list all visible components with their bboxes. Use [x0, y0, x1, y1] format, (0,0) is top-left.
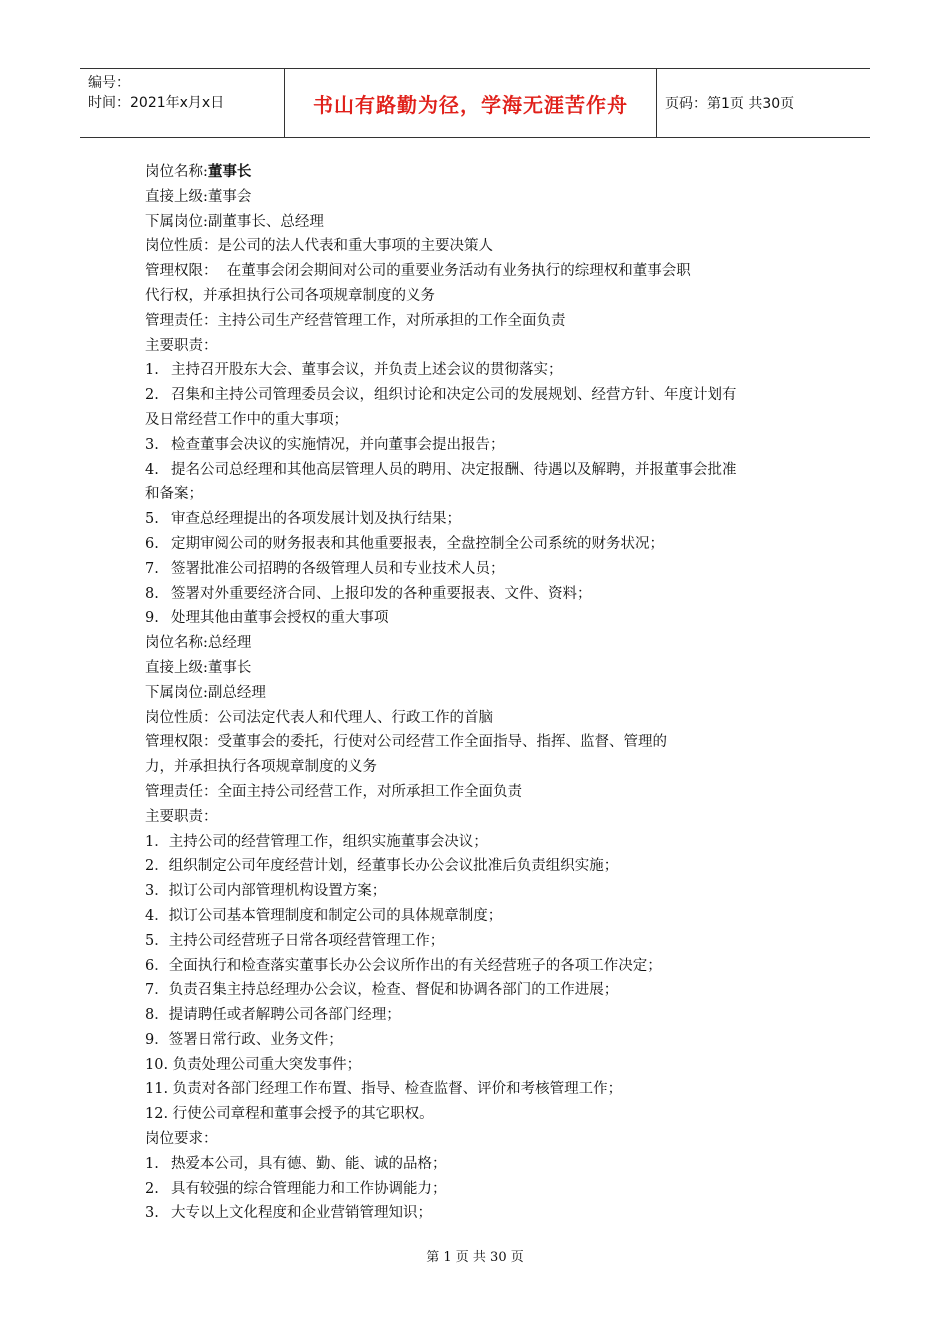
list-item: 3. 检查董事会决议的实施情况，并向董事会提出报告； [145, 436, 505, 453]
duties-label: 主要职责： [145, 337, 218, 354]
requirements-label: 岗位要求： [145, 1131, 218, 1148]
duties-label-2: 主要职责： [145, 808, 218, 825]
authority-line-2: 管理权限：受董事会的委托，行使对公司经营工作全面指导、指挥、监督、管理的 [145, 734, 667, 751]
responsibility-line: 管理责任：主持公司生产经营管理工作，对所承担的工作全面负责 [145, 312, 566, 329]
list-item: 2. 具有较强的综合管理能力和工作协调能力； [145, 1180, 447, 1197]
list-item: 3．拟订公司内部管理机构设置方案； [145, 883, 387, 900]
superior-line-2: 直接上级:董事长 [145, 659, 252, 676]
number-label: 编号： [88, 75, 130, 91]
list-item: 1. 热爱本公司，具有德、勤、能、诚的品格； [145, 1155, 447, 1172]
superior-line: 直接上级:董事会 [145, 188, 252, 205]
authority-line-2-cont: 力，并承担执行各项规章制度的义务 [145, 759, 377, 776]
list-item: 7．负责召集主持总经理办公会议，检查、督促和协调各部门的工作进展； [145, 982, 619, 999]
position-name-line-2: 岗位名称:总经理 [145, 635, 252, 652]
list-item: 9．签署日常行政、业务文件； [145, 1031, 343, 1048]
authority-line: 管理权限： 在董事会闭会期间对公司的重要业务活动有业务执行的综理权和董事会职 [145, 263, 691, 280]
list-item: 2．组织制定公司年度经营计划，经董事长办公会议批准后负责组织实施； [145, 858, 619, 875]
list-item: 12. 行使公司章程和董事会授予的其它职权。 [145, 1106, 434, 1123]
nature-line-2: 岗位性质：公司法定代表人和代理人、行政工作的首脑 [145, 709, 493, 726]
list-item-cont: 和备案； [145, 486, 203, 503]
list-item: 6. 定期审阅公司的财务报表和其他重要报表，全盘控制全公司系统的财务状况； [145, 535, 664, 552]
list-item: 7. 签署批准公司招聘的各级管理人员和专业技术人员； [145, 560, 505, 577]
list-item: 6．全面执行和检查落实董事长办公会议所作出的有关经营班子的各项工作决定； [145, 957, 662, 974]
list-item: 4．拟订公司基本管理制度和制定公司的具体规章制度； [145, 907, 503, 924]
list-item: 4. 提名公司总经理和其他高层管理人员的聘用、决定报酬、待遇以及解聘，并报董事会批准 [145, 461, 737, 478]
list-item-cont: 及日常经营工作中的重大事项； [145, 411, 348, 428]
page-header [80, 68, 870, 138]
list-item: 5. 审查总经理提出的各项发展计划及执行结果； [145, 511, 461, 528]
position-name-value: 董事长 [207, 163, 252, 180]
list-item: 1. 主持召开股东大会、董事会议，并负责上述会议的贯彻落实； [145, 362, 563, 379]
document-body [145, 160, 857, 1226]
list-item: 8．提请聘任或者解聘公司各部门经理； [145, 1007, 401, 1024]
position-name-label: 岗位名称: [145, 164, 208, 180]
list-item: 11. 负责对各部门经理工作布置、指导、检查监督、评价和考核管理工作； [145, 1081, 623, 1098]
position-name-line [145, 160, 857, 185]
list-item: 10. 负责处理公司重大突发事件； [145, 1056, 362, 1073]
list-item: 8. 签署对外重要经济合同、上报印发的各种重要报表、文件、资料； [145, 585, 592, 602]
duties-list-2 [145, 830, 857, 1128]
duties-list-1 [145, 358, 857, 631]
authority-line-cont: 代行权，并承担执行公司各项规章制度的义务 [145, 287, 435, 304]
header-meta [80, 69, 285, 137]
time-label: 时间：2021年x月x日 [88, 95, 225, 111]
header-motto: 书山有路勤为径，学海无涯苦作舟 [285, 69, 657, 137]
list-item: 1．主持公司的经营管理工作，组织实施董事会决议； [145, 833, 488, 850]
list-item: 3. 大专以上文化程度和企业营销管理知识； [145, 1205, 432, 1222]
subordinates-line-2: 下属岗位:副总经理 [145, 684, 266, 701]
subordinates-line: 下属岗位:副董事长、总经理 [145, 213, 324, 230]
requirements-list [145, 1152, 857, 1226]
list-item: 9. 处理其他由董事会授权的重大事项 [145, 610, 389, 627]
list-item: 2. 召集和主持公司管理委员会议，组织讨论和决定公司的发展规划、经营方针、年度计划有 [145, 387, 737, 404]
responsibility-line-2: 管理责任：全面主持公司经营工作，对所承担工作全面负责 [145, 783, 522, 800]
header-page-info: 页码：第1页 共30页 [665, 96, 795, 112]
list-item: 5．主持公司经营班子日常各项经营管理工作； [145, 932, 445, 949]
nature-line: 岗位性质：是公司的法人代表和重大事项的主要决策人 [145, 238, 493, 255]
page-footer: 第 1 页 共 30 页 [426, 1250, 524, 1265]
